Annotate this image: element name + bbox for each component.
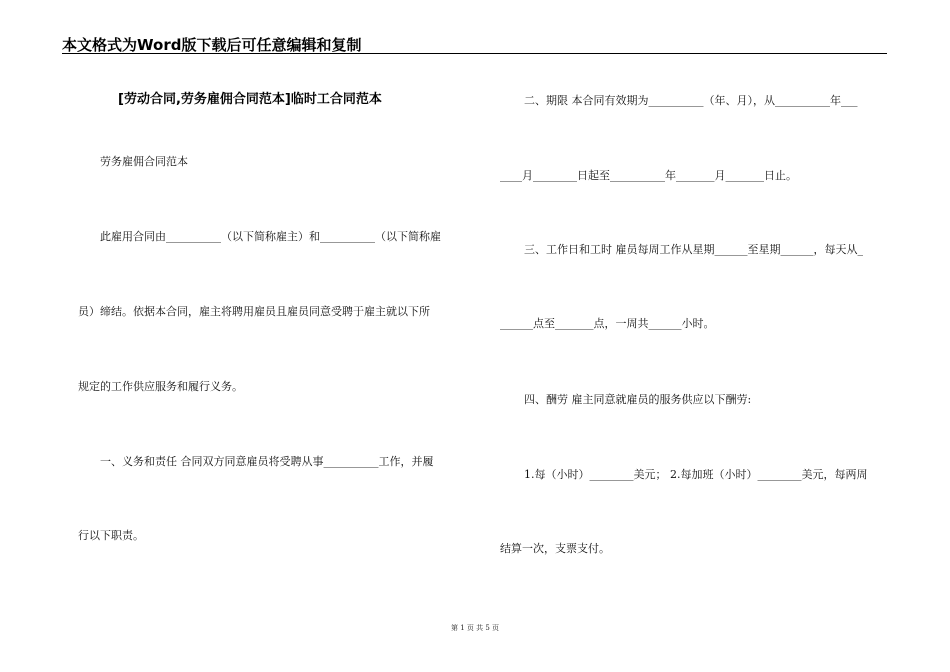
- right-line-6: 1.每（小时）________美元； 2.每加班（小时）________美元，每两周: [524, 468, 868, 481]
- right-line-3: 三、工作日和工时 雇员每周工作从星期______至星期______，每天从_: [524, 243, 863, 256]
- left-line-4: 规定的工作供应服务和履行义务。: [78, 380, 243, 393]
- right-line-4: ______点至_______点，一周共______小时。: [500, 317, 715, 330]
- left-line-6: 行以下职责。: [78, 529, 144, 542]
- document-title: [劳动合同,劳务雇佣合同范本]临时工合同范本: [118, 92, 382, 107]
- left-line-5: 一、义务和责任 合同双方同意雇员将受聘从事__________工作，并履: [100, 455, 434, 468]
- left-line-3: 员）缔结。依据本合同，雇主将聘用雇员且雇员同意受聘于雇主就以下所: [78, 305, 430, 318]
- header-title: 本文格式为Word版下载后可任意编辑和复制: [62, 36, 362, 54]
- right-line-1: 二、期限 本合同有效期为__________（年、月），从__________年___: [524, 94, 858, 107]
- right-line-5: 四、酬劳 雇主同意就雇员的服务供应以下酬劳:: [524, 393, 752, 406]
- right-line-2: ____月________日起至__________年_______月_______日止。: [500, 169, 797, 182]
- header-divider: [62, 53, 887, 54]
- right-line-7: 结算一次，支票支付。: [500, 542, 610, 555]
- left-line-2: 此雇用合同由__________（以下简称雇主）和__________（以下简称雇: [100, 230, 441, 243]
- page-number-footer: 第 1 页 共 5 页: [450, 624, 500, 632]
- left-line-1: 劳务雇佣合同范本: [100, 155, 188, 168]
